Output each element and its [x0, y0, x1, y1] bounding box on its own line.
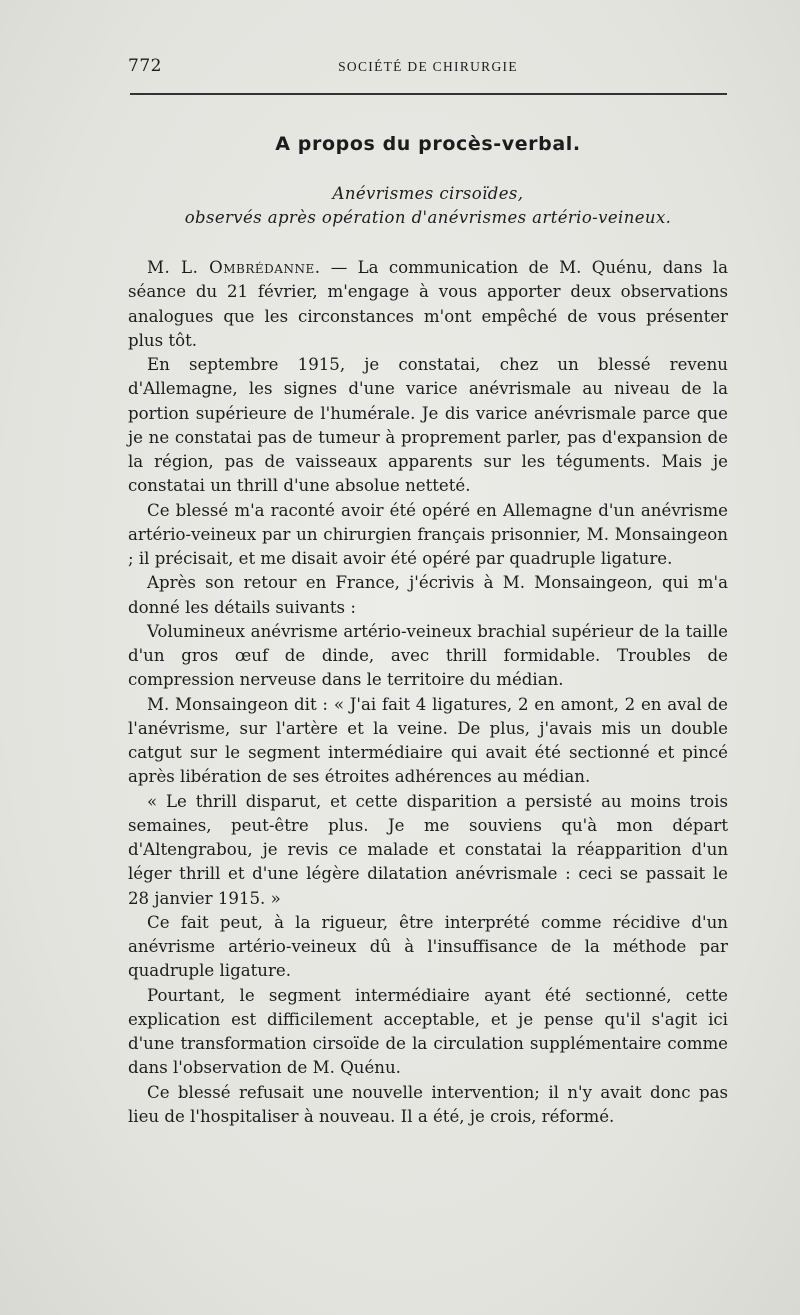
paragraph-1: [128, 256, 728, 353]
paragraph-3: Ce blessé m'a raconté avoir été opéré en Allemagne d'un anévrisme artério-veineux par un chirurgien français prisonnier, M. Monsaingeon ; il précisait, et me disait avoir été opéré par quadruple ligature.: [128, 500, 728, 568]
header-rule: [130, 93, 727, 95]
article-subtitle-line2: observés après opération d'anévrismes artério-veineux.: [184, 208, 672, 227]
article-subtitle-line1: Anévrismes cirsoïdes,: [332, 184, 524, 203]
paragraph-1-text: — La communication de M. Quénu, dans la séance du 21 février, m'engage à vous apporter deux observations analogues que les circonstances m'ont empêché de vous présenter plus tôt.: [128, 258, 728, 350]
paragraph-8: Ce fait peut, à la rigueur, être interprété comme récidive d'un anévrisme artério-veineux dû à l'insuffisance de la méthode par quadruple ligature.: [128, 912, 728, 981]
paragraph-5: Volumineux anévrisme artério-veineux brachial supérieur de la taille d'un gros œuf de dinde, avec thrill formidable. Troubles de compression nerveuse dans le territoire du médian.: [128, 621, 728, 690]
paragraph-4: Après son retour en France, j'écrivis à M. Monsaingeon, qui m'a donné les détails suivants :: [128, 573, 728, 617]
paragraph-10: Ce blessé refusait une nouvelle intervention; il n'y avait donc pas lieu de l'hospitaliser à nouveau. Il a été, je crois, réformé.: [128, 1082, 728, 1126]
author-name: M. L. Ombrédanne.: [147, 258, 321, 277]
running-head: [128, 56, 728, 80]
journal-title: SOCIÉTÉ DE CHIRURGIE: [338, 59, 518, 74]
paragraph-9: Pourtant, le segment intermédiaire ayant été sectionné, cette explication est difficilement acceptable, et je pense qu'il s'agit ici d'une transformation cirsoïde de la circulation supplémentaire comme dans l'observation de M. Quénu.: [128, 985, 728, 1078]
page-number: 772: [128, 56, 162, 76]
article-title: A propos du procès-verbal.: [275, 133, 581, 155]
paragraph-7: « Le thrill disparut, et cette disparition a persisté au moins trois semaines, peut-être plus. Je me souviens qu'à mon départ d'Altengrabou, je revis ce malade et constatai la réapparition d'un léger thrill et d'une légère dilatation anévrismale : ceci se passait le 28 janvier 1915. »: [128, 791, 728, 908]
paragraph-2: En septembre 1915, je constatai, chez un blessé revenu d'Allemagne, les signes d'une varice anévrismale au niveau de la portion supérieure de l'humérale. Je dis varice anévrismale parce que je ne constatai pas de tumeur à proprement parler, pas d'expansion de la région, pas de vaisseaux apparents sur les téguments. Mais je constatai un thrill d'une absolue netteté.: [128, 355, 728, 496]
paragraph-6: M. Monsaingeon dit : « J'ai fait 4 ligatures, 2 en amont, 2 en aval de l'anévrisme, sur l'artère et la veine. De plus, j'avais mis un double catgut sur le segment intermédiaire qui avait été sectionné et pincé après libération de ses étroites adhérences au médian.: [128, 694, 728, 787]
article-body: [128, 256, 728, 1129]
